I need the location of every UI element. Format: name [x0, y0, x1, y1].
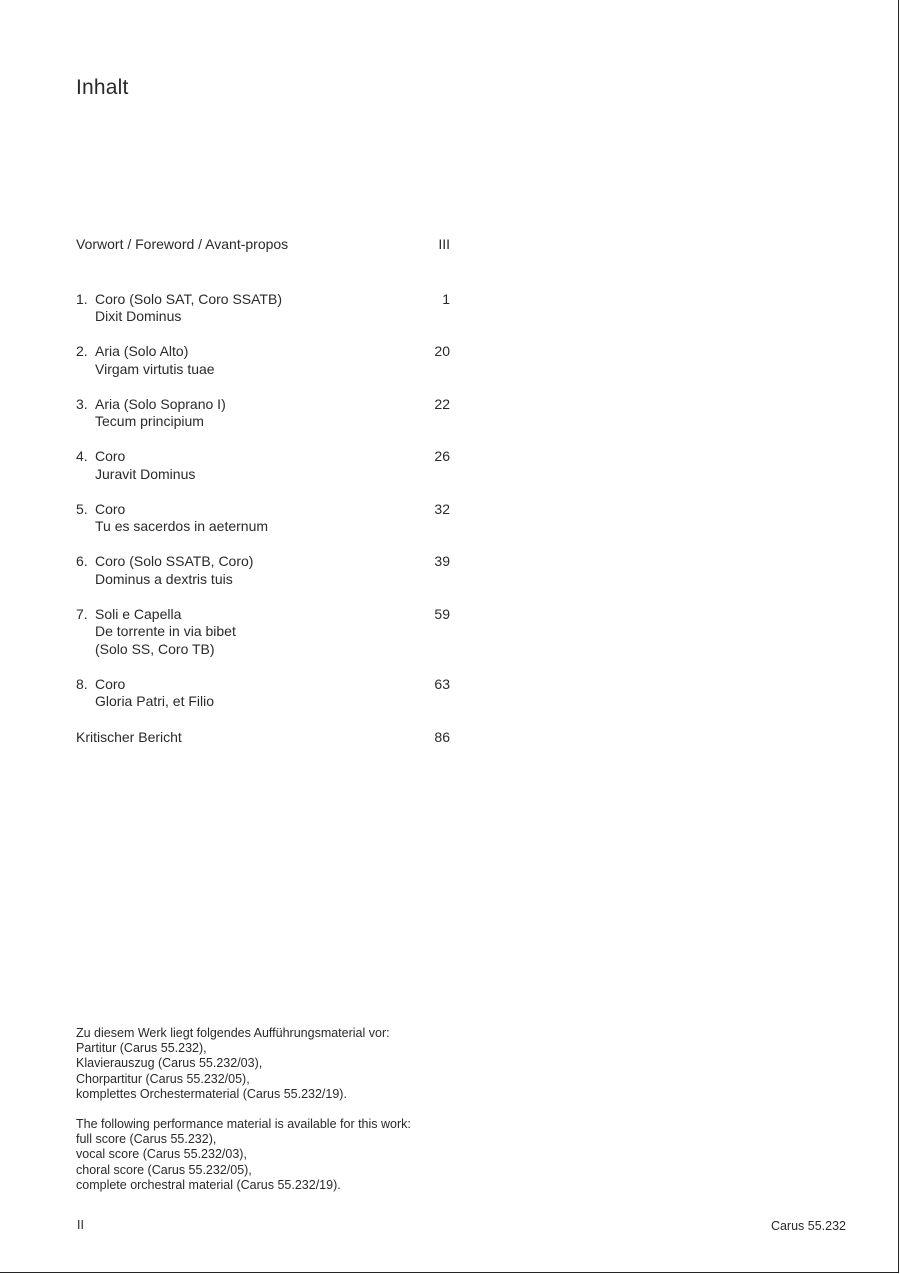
toc-entry-incipit: Dominus a dextris tuis: [95, 570, 233, 587]
toc-entry-number: 5.: [76, 500, 88, 517]
toc-entry-page: 26: [434, 448, 450, 464]
toc-critical-report-page: 86: [434, 728, 450, 745]
toc-entry-text: [95, 291, 442, 326]
note-line: choral score (Carus 55.232/05),: [76, 1162, 252, 1177]
toc-foreword-label: Vorwort / Foreword / Avant-propos: [76, 236, 289, 252]
toc-entry-number: 8.: [76, 675, 88, 692]
note-line: Klavierauszug (Carus 55.232/03),: [76, 1056, 263, 1071]
toc-entry-incipit: Tecum principium: [95, 413, 204, 429]
toc-entry-text: [95, 396, 434, 431]
toc-entry-page: 39: [434, 553, 450, 569]
toc-entry-7: [76, 606, 450, 659]
toc-entry-text: [95, 676, 434, 711]
toc-entry-5: [76, 501, 450, 536]
toc-entry-incipit: De torrente in via bibet: [95, 623, 236, 639]
note-line: Zu diesem Werk liegt folgendes Aufführungsmaterial vor:: [76, 1026, 390, 1040]
toc-entry-number: 4.: [76, 448, 88, 464]
note-line: full score (Carus 55.232),: [76, 1132, 217, 1147]
toc-entry-text: [95, 606, 434, 659]
note-line: komplettes Orchestermaterial (Carus 55.232/19).: [76, 1086, 347, 1101]
toc-entry-3: [76, 396, 450, 431]
toc-entry-page: 59: [434, 605, 450, 622]
toc-entry-scoring: Aria (Solo Soprano I): [95, 395, 226, 412]
page-title: Inhalt: [76, 76, 129, 99]
toc-entry-2: [76, 343, 450, 378]
toc-foreword: [76, 236, 450, 254]
toc-entry-incipit: Virgam virtutis tuae: [95, 360, 215, 377]
toc-entry-page: 22: [434, 395, 450, 412]
toc-foreword-page: III: [438, 236, 450, 252]
toc-entry-page: 63: [434, 675, 450, 692]
toc-entry-extra: (Solo SS, Coro TB): [95, 640, 215, 657]
toc-entry-4: [76, 448, 450, 483]
toc-entry-text: [95, 343, 434, 378]
note-line: Partitur (Carus 55.232),: [76, 1041, 207, 1056]
toc-entry-scoring: Coro: [95, 500, 126, 517]
note-line: vocal score (Carus 55.232/03),: [76, 1147, 247, 1162]
toc-entry-text: [95, 448, 434, 483]
performance-material-note-en: [76, 1117, 496, 1193]
catalog-number: Carus 55.232: [770, 1219, 846, 1233]
toc-entry-incipit: Gloria Patri, et Filio: [95, 693, 215, 709]
toc-entry-8: [76, 676, 450, 711]
note-line: The following performance material is available for this work:: [76, 1117, 411, 1131]
toc-entry-number: 2.: [76, 343, 88, 359]
toc-entry-scoring: Soli e Capella: [95, 605, 182, 622]
page-number: II: [77, 1218, 84, 1232]
toc-entry-incipit: Tu es sacerdos in aeternum: [95, 518, 269, 534]
toc-entry-incipit: Dixit Dominus: [95, 308, 182, 324]
toc-entry-1: [76, 291, 450, 326]
toc-entry-page: 20: [434, 343, 450, 359]
toc-entry-scoring: Coro: [95, 675, 126, 692]
toc-entry-6: [76, 553, 450, 588]
note-line: complete orchestral material (Carus 55.232/19).: [76, 1177, 341, 1192]
toc-entry-number: 7.: [76, 605, 88, 622]
toc-entry-scoring: Coro (Solo SAT, Coro SSATB): [95, 290, 282, 307]
toc-entry-page: 1: [442, 290, 450, 307]
toc-entry-scoring: Coro (Solo SSATB, Coro): [95, 553, 254, 569]
toc-critical-report: [76, 729, 450, 747]
toc-entry-number: 1.: [76, 290, 88, 307]
toc-entry-text: [95, 553, 434, 588]
toc-entry-scoring: Coro: [95, 448, 126, 464]
toc-critical-report-label: Kritischer Bericht: [76, 728, 182, 745]
toc-entry-incipit: Juravit Dominus: [95, 465, 196, 482]
table-of-contents: [76, 236, 450, 746]
toc-entry-page: 32: [434, 500, 450, 517]
toc-entry-number: 6.: [76, 553, 88, 569]
performance-material-note-de: [76, 1026, 496, 1102]
toc-entry-scoring: Aria (Solo Alto): [95, 343, 189, 359]
note-line: Chorpartitur (Carus 55.232/05),: [76, 1071, 250, 1086]
toc-entry-text: [95, 501, 434, 536]
toc-entry-number: 3.: [76, 395, 88, 412]
